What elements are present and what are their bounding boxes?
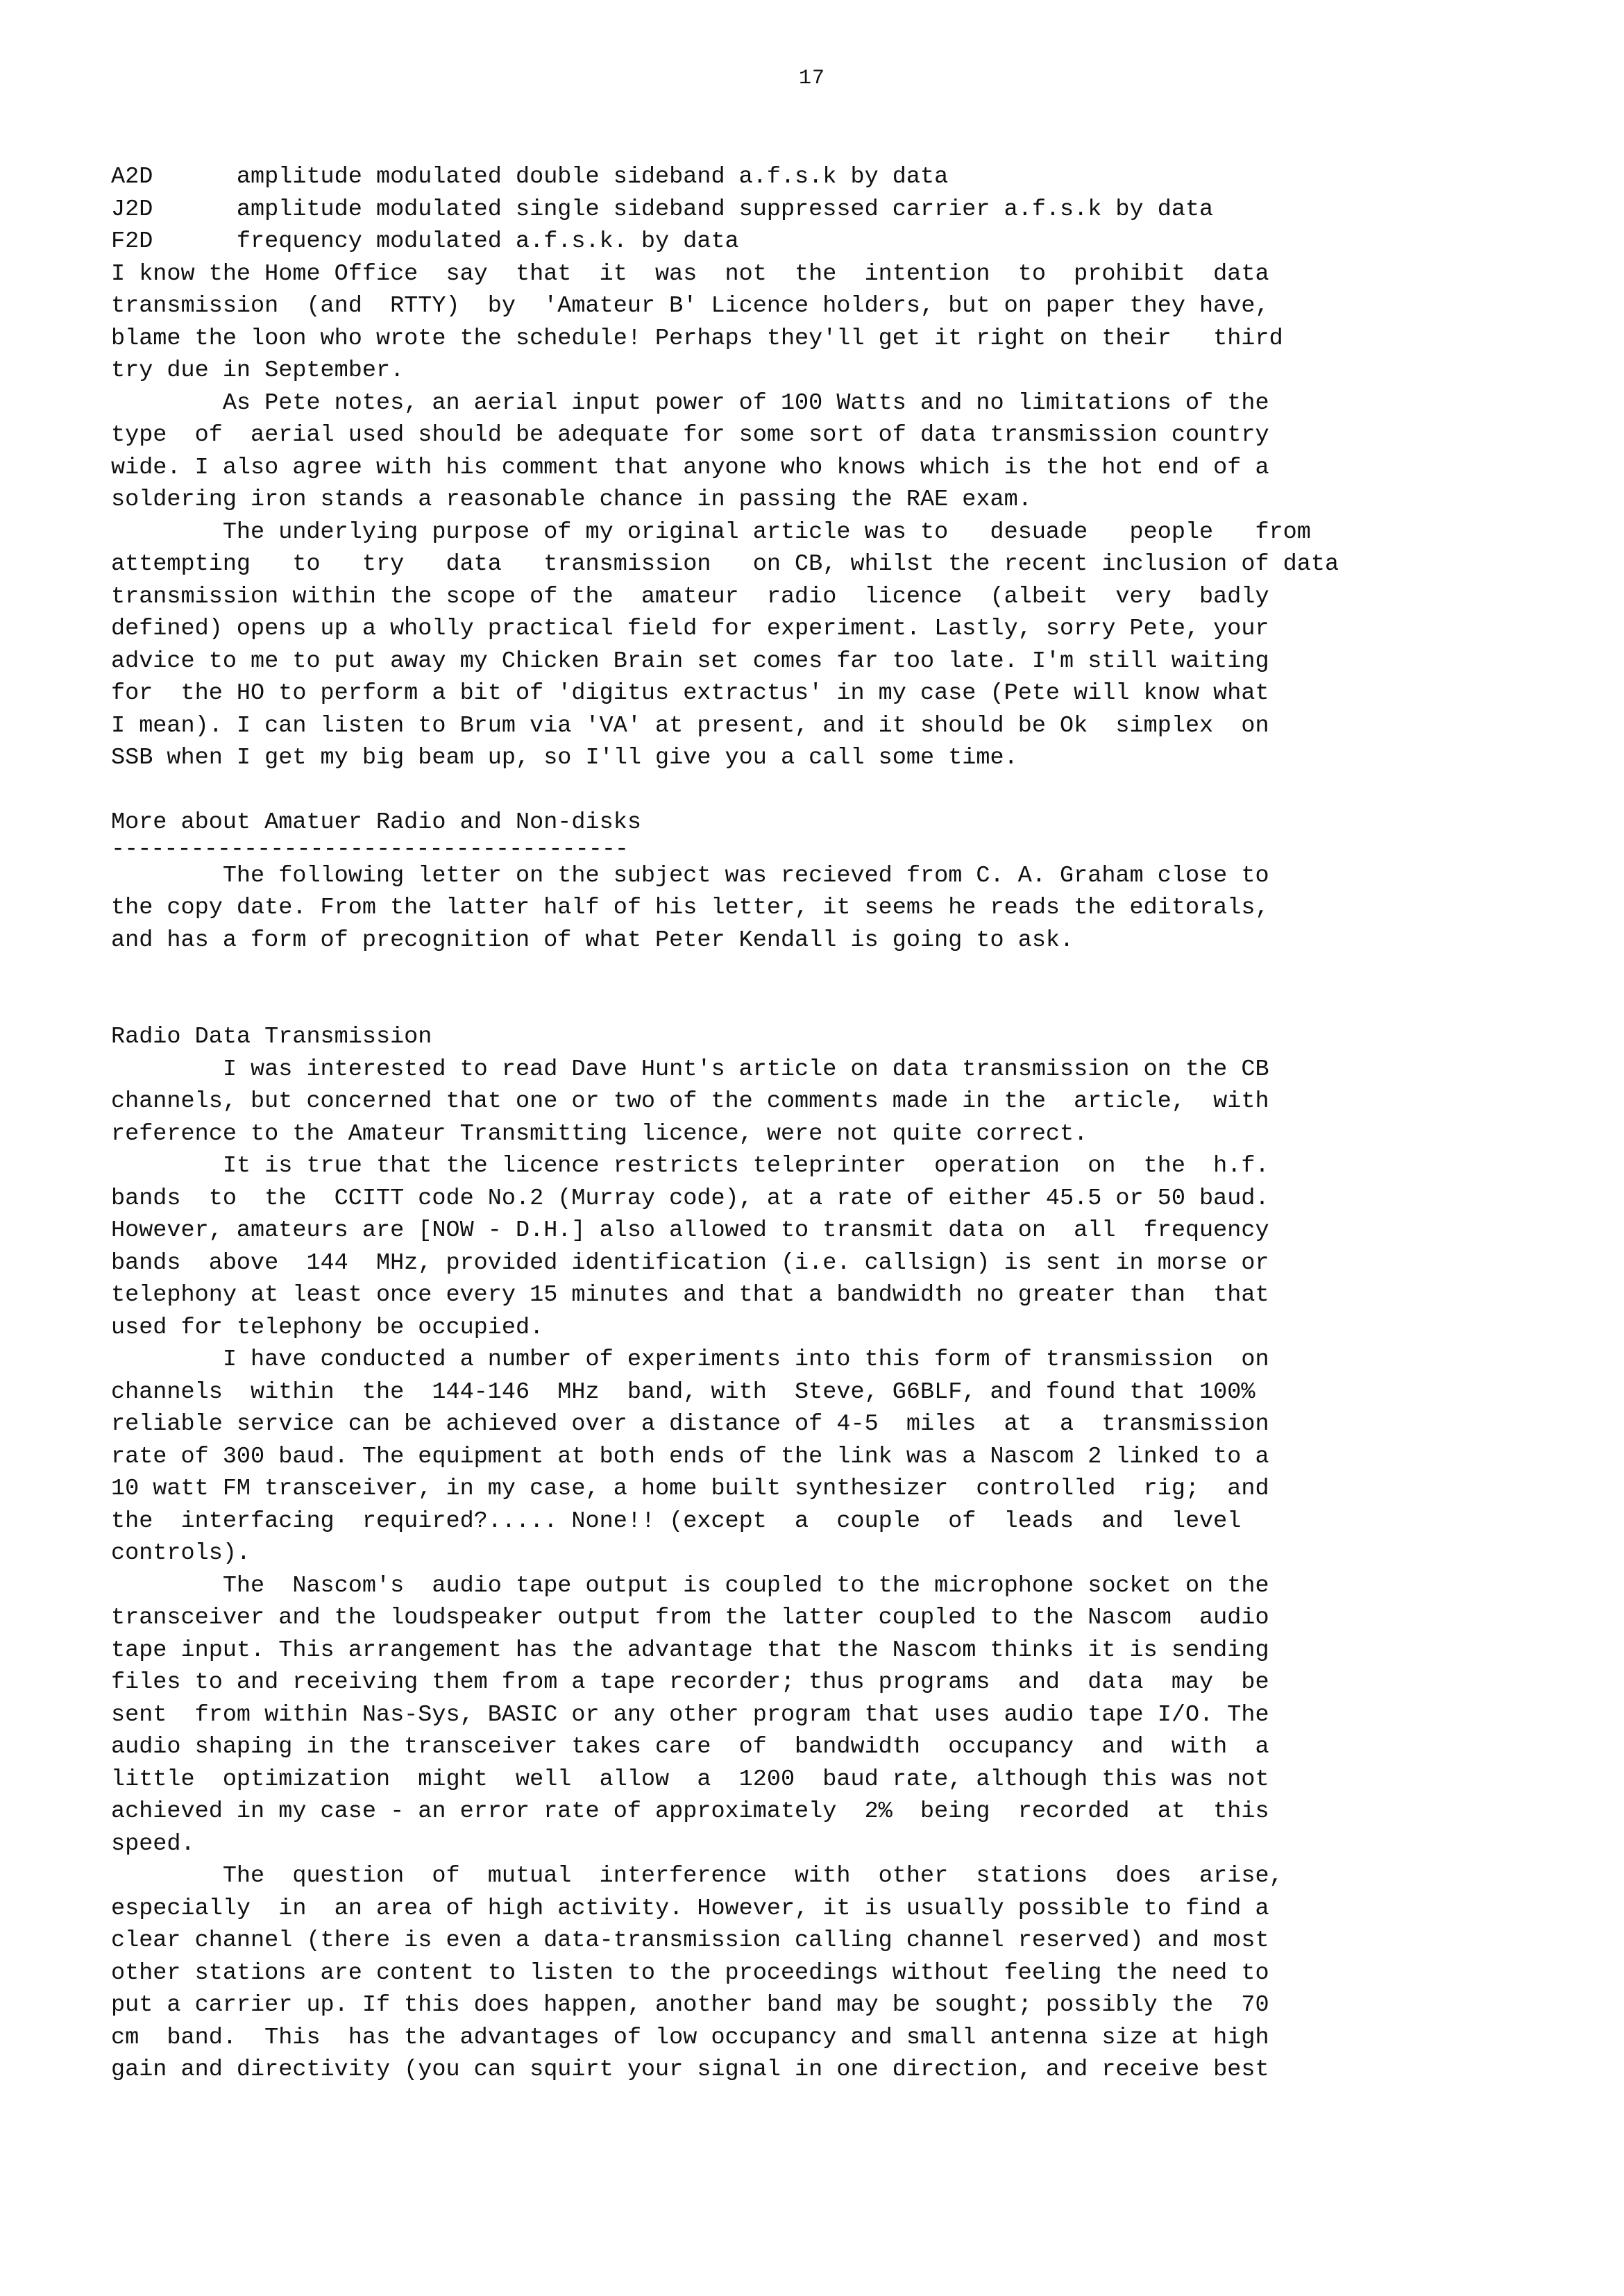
text-line: the copy date. From the latter half of his letter, it seems he reads the editorals, [111,895,1269,921]
text-line: controls). [111,1540,251,1567]
text-line: transmission (and RTTY) by 'Amateur B' Licence holders, but on paper they have, [111,293,1269,319]
text-line: tape input. This arrangement has the advantage that the Nascom thinks it is sending [111,1637,1269,1664]
text-line: type of aerial used should be adequate for some sort of data transmission country [111,422,1269,448]
text-line: bands to the CCITT code No.2 (Murray code), at a rate of either 45.5 or 50 baud. [111,1185,1269,1212]
section-rule: --------------------------------------- [111,836,629,863]
text-line: SSB when I get my big beam up, so I'll give you a call some time. [111,745,1018,771]
text-line: speed. [111,1830,195,1857]
text-line: blame the loon who wrote the schedule! Perhaps they'll get it right on their third [111,325,1283,352]
text-line: for the HO to perform a bit of 'digitus extractus' in my case (Pete will know what [111,680,1269,707]
section-more-about-amateur-radio [111,807,1513,956]
page-number: 17 [798,67,825,90]
section-heading: Radio Data Transmission [111,1024,432,1050]
definition-item: J2D amplitude modulated single sideband suppressed carrier a.f.s.k by data [111,196,1214,223]
text-line: 10 watt FM transceiver, in my case, a home built synthesizer controlled rig; and [111,1476,1269,1502]
text-line: transmission within the scope of the amateur radio licence (albeit very badly [111,583,1269,610]
text-line: The following letter on the subject was recieved from C. A. Graham close to [111,862,1269,889]
text-line: The underlying purpose of my original article was to desuade people from [111,518,1311,546]
text-line: files to and receiving them from a tape recorder; thus programs and data may be [111,1669,1269,1696]
text-line: rate of 300 baud. The equipment at both ends of the link was a Nascom 2 linked to a [111,1443,1269,1470]
text-line: channels within the 144-146 MHz band, with Steve, G6BLF, and found that 100% [111,1378,1255,1406]
text-line: other stations are content to listen to the proceedings without feeling the need to [111,1959,1269,1986]
text-line: telephony at least once every 15 minutes and that a bandwidth no greater than that [111,1282,1269,1308]
document-body [111,161,1513,2086]
text-line: soldering iron stands a reasonable chance in passing the RAE exam. [111,487,1032,513]
spacer [111,775,1513,807]
section-heading: More about Amatuer Radio and Non-disks [111,809,641,836]
text-line: I know the Home Office say that it was not the intention to prohibit data [111,260,1269,287]
text-line: As Pete notes, an aerial input power of 100 Watts and no limitations of the [111,389,1269,416]
text-line: cm band. This has the advantages of low occupancy and small antenna size at high [111,2024,1269,2051]
text-line: advice to me to put away my Chicken Brain set comes far too late. I'm still waiting [111,648,1269,675]
paragraph-underlying-purpose [111,516,1513,775]
text-line: bands above 144 MHz, provided identification (i.e. callsign) is sent in morse or [111,1249,1269,1276]
text-line: gain and directivity (you can squirt your signal in one direction, and receive best [111,2057,1269,2083]
text-line: used for telephony be occupied. [111,1314,544,1341]
text-line: clear channel (there is even a data-transmission calling channel reserved) and most [111,1927,1269,1954]
spacer [111,989,1513,1022]
definition-item: A2D amplitude modulated double sideband a.f.s.k by data [111,164,949,190]
text-line: especially in an area of high activity. However, it is usually possible to find a [111,1895,1269,1922]
text-line: reference to the Amateur Transmitting licence, were not quite correct. [111,1120,1088,1147]
text-line: The Nascom's audio tape output is coupled to the microphone socket on the [111,1572,1269,1599]
text-line: It is true that the licence restricts teleprinter operation on the h.f. [111,1153,1269,1179]
text-line: achieved in my case - an error rate of approximately 2% being recorded at this [111,1798,1269,1825]
paragraph-home-office [111,258,1513,387]
section-radio-data-transmission [111,1021,1513,2086]
definition-list [111,161,1513,258]
text-line: defined) opens up a wholly practical field for experiment. Lastly, sorry Pete, your [111,616,1269,642]
text-line: and has a form of precognition of what Peter Kendall is going to ask. [111,927,1074,954]
text-line: little optimization might well allow a 1200 baud rate, although this was not [111,1766,1269,1793]
text-line: I mean). I can listen to Brum via 'VA' at present, and it should be Ok simplex on [111,712,1269,739]
text-line: channels, but concerned that one or two of the comments made in the article, with [111,1088,1269,1115]
text-line: try due in September. [111,357,405,384]
text-line: However, amateurs are [NOW - D.H.] also allowed to transmit data on all frequency [111,1217,1269,1244]
text-line: The question of mutual interference with other stations does arise, [111,1863,1283,1889]
text-line: I have conducted a number of experiments into this form of transmission on [111,1347,1269,1373]
paragraph-pete-notes [111,387,1513,516]
text-line: wide. I also agree with his comment that anyone who knows which is the hot end of a [111,454,1269,481]
text-line: sent from within Nas-Sys, BASIC or any other program that uses audio tape I/O. The [111,1701,1269,1728]
definition-item: F2D frequency modulated a.f.s.k. by data [111,228,739,255]
text-line: put a carrier up. If this does happen, another band may be sought; possibly the 70 [111,1992,1269,2018]
text-line: the interfacing required?..... None!! (except a couple of leads and level [111,1508,1242,1535]
spacer [111,956,1513,989]
text-line: audio shaping in the transceiver takes care of bandwidth occupancy and with a [111,1734,1269,1760]
text-line: attempting to try data transmission on CB, whilst the recent inclusion of data [111,551,1339,577]
text-line: I was interested to read Dave Hunt's article on data transmission on the CB [111,1056,1269,1083]
text-line: transceiver and the loudspeaker output from the latter coupled to the Nascom audio [111,1605,1269,1631]
text-line: reliable service can be achieved over a distance of 4-5 miles at a transmission [111,1411,1269,1437]
